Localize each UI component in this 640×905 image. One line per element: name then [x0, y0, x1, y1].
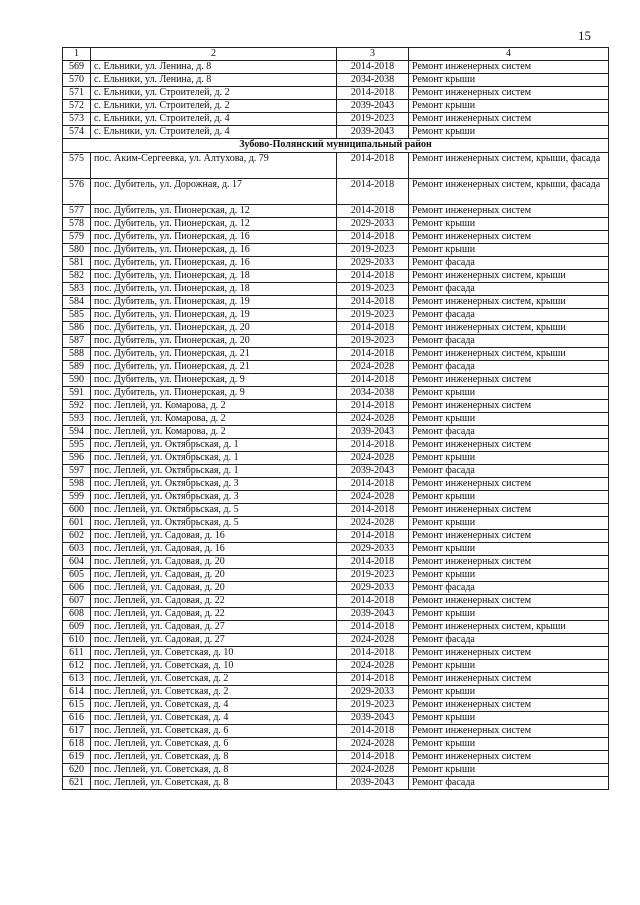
row-number: 607	[63, 595, 91, 608]
row-address: пос. Дубитель, ул. Пионерская, д. 9	[91, 387, 337, 400]
row-period: 2029-2033	[337, 543, 409, 556]
row-address: пос. Дубитель, ул. Пионерская, д. 20	[91, 335, 337, 348]
row-period: 2029-2033	[337, 257, 409, 270]
table-row	[63, 556, 609, 569]
row-work-type: Ремонт инженерных систем, крыши	[409, 621, 609, 634]
row-work-type: Ремонт инженерных систем	[409, 205, 609, 218]
row-work-type: Ремонт крыши	[409, 608, 609, 621]
row-number: 593	[63, 413, 91, 426]
table-row	[63, 100, 609, 113]
row-address: с. Ельники, ул. Строителей, д. 2	[91, 87, 337, 100]
table-row	[63, 725, 609, 738]
page-number: 15	[578, 28, 591, 43]
row-work-type: Ремонт крыши	[409, 569, 609, 582]
table-row	[63, 543, 609, 556]
row-work-type: Ремонт инженерных систем, крыши	[409, 348, 609, 361]
row-work-type: Ремонт фасада	[409, 582, 609, 595]
row-work-type: Ремонт фасада	[409, 426, 609, 439]
row-work-type: Ремонт крыши	[409, 517, 609, 530]
table-body-before	[63, 61, 609, 139]
row-period: 2014-2018	[337, 61, 409, 74]
row-period: 2014-2018	[337, 348, 409, 361]
row-period: 2039-2043	[337, 712, 409, 725]
column-header-4: 4	[409, 48, 609, 61]
row-period: 2014-2018	[337, 231, 409, 244]
row-number: 613	[63, 673, 91, 686]
row-number: 615	[63, 699, 91, 712]
row-period: 2019-2023	[337, 335, 409, 348]
table-row	[63, 673, 609, 686]
row-period: 2014-2018	[337, 205, 409, 218]
row-number: 586	[63, 322, 91, 335]
row-work-type: Ремонт крыши	[409, 100, 609, 113]
column-header-3: 3	[337, 48, 409, 61]
row-work-type: Ремонт инженерных систем, крыши, фасада	[409, 179, 609, 205]
row-work-type: Ремонт фасада	[409, 361, 609, 374]
row-address: пос. Леплей, ул. Комарова, д. 2	[91, 413, 337, 426]
table-header	[63, 48, 609, 61]
row-number: 601	[63, 517, 91, 530]
row-number: 603	[63, 543, 91, 556]
row-period: 2014-2018	[337, 179, 409, 205]
row-work-type: Ремонт инженерных систем	[409, 61, 609, 74]
row-number: 614	[63, 686, 91, 699]
row-period: 2014-2018	[337, 270, 409, 283]
table-row	[63, 296, 609, 309]
row-work-type: Ремонт крыши	[409, 126, 609, 139]
row-address: с. Ельники, ул. Строителей, д. 4	[91, 126, 337, 139]
row-number: 605	[63, 569, 91, 582]
row-address: пос. Дубитель, ул. Пионерская, д. 9	[91, 374, 337, 387]
row-address: пос. Леплей, ул. Советская, д. 8	[91, 777, 337, 790]
row-period: 2014-2018	[337, 751, 409, 764]
row-period: 2039-2043	[337, 126, 409, 139]
table-row	[63, 582, 609, 595]
row-work-type: Ремонт инженерных систем	[409, 673, 609, 686]
row-address: с. Ельники, ул. Строителей, д. 2	[91, 100, 337, 113]
row-period: 2014-2018	[337, 322, 409, 335]
row-period: 2024-2028	[337, 491, 409, 504]
row-number: 600	[63, 504, 91, 517]
table-row	[63, 647, 609, 660]
table-row	[63, 478, 609, 491]
row-work-type: Ремонт инженерных систем	[409, 647, 609, 660]
table-row	[63, 374, 609, 387]
row-number: 597	[63, 465, 91, 478]
row-number: 589	[63, 361, 91, 374]
table-row	[63, 738, 609, 751]
row-number: 582	[63, 270, 91, 283]
row-number: 617	[63, 725, 91, 738]
row-address: пос. Леплей, ул. Октябрьская, д. 3	[91, 491, 337, 504]
row-number: 588	[63, 348, 91, 361]
table-row	[63, 764, 609, 777]
row-work-type: Ремонт инженерных систем, крыши	[409, 270, 609, 283]
row-address: пос. Леплей, ул. Советская, д. 8	[91, 764, 337, 777]
row-work-type: Ремонт инженерных систем, крыши	[409, 322, 609, 335]
row-work-type: Ремонт фасада	[409, 777, 609, 790]
row-number: 584	[63, 296, 91, 309]
row-work-type: Ремонт фасада	[409, 309, 609, 322]
row-work-type: Ремонт крыши	[409, 74, 609, 87]
table-row	[63, 634, 609, 647]
row-address: пос. Дубитель, ул. Пионерская, д. 19	[91, 309, 337, 322]
row-address: пос. Дубитель, ул. Пионерская, д. 16	[91, 231, 337, 244]
table-row	[63, 309, 609, 322]
row-period: 2014-2018	[337, 530, 409, 543]
row-address: пос. Леплей, ул. Советская, д. 4	[91, 712, 337, 725]
table-row	[63, 270, 609, 283]
row-period: 2014-2018	[337, 400, 409, 413]
row-period: 2014-2018	[337, 87, 409, 100]
table-row	[63, 712, 609, 725]
column-header-1: 1	[63, 48, 91, 61]
row-work-type: Ремонт инженерных систем	[409, 725, 609, 738]
row-address: пос. Леплей, ул. Комарова, д. 2	[91, 400, 337, 413]
row-work-type: Ремонт инженерных систем	[409, 595, 609, 608]
row-work-type: Ремонт крыши	[409, 387, 609, 400]
table-row	[63, 87, 609, 100]
row-period: 2024-2028	[337, 764, 409, 777]
table-row	[63, 595, 609, 608]
table-row	[63, 400, 609, 413]
table-row	[63, 686, 609, 699]
row-work-type: Ремонт крыши	[409, 218, 609, 231]
row-work-type: Ремонт инженерных систем, крыши, фасада	[409, 153, 609, 179]
row-address: пос. Аким-Сергеевка, ул. Алтухова, д. 79	[91, 153, 337, 179]
table-row	[63, 504, 609, 517]
table-row	[63, 348, 609, 361]
row-address: пос. Дубитель, ул. Пионерская, д. 12	[91, 218, 337, 231]
row-address: пос. Леплей, ул. Октябрьская, д. 3	[91, 478, 337, 491]
row-number: 576	[63, 179, 91, 205]
row-address: пос. Леплей, ул. Советская, д. 2	[91, 673, 337, 686]
row-address: пос. Леплей, ул. Советская, д. 4	[91, 699, 337, 712]
row-number: 598	[63, 478, 91, 491]
table-row	[63, 153, 609, 179]
row-work-type: Ремонт инженерных систем	[409, 400, 609, 413]
section-row	[63, 139, 609, 153]
row-number: 620	[63, 764, 91, 777]
row-period: 2034-2038	[337, 387, 409, 400]
row-period: 2034-2038	[337, 74, 409, 87]
row-period: 2024-2028	[337, 413, 409, 426]
row-period: 2024-2028	[337, 361, 409, 374]
row-work-type: Ремонт инженерных систем, крыши	[409, 296, 609, 309]
row-work-type: Ремонт фасада	[409, 335, 609, 348]
column-header-2: 2	[91, 48, 337, 61]
row-period: 2029-2033	[337, 218, 409, 231]
table-row	[63, 699, 609, 712]
table-row	[63, 74, 609, 87]
table-row	[63, 218, 609, 231]
row-number: 621	[63, 777, 91, 790]
row-period: 2024-2028	[337, 634, 409, 647]
row-period: 2019-2023	[337, 244, 409, 257]
row-number: 608	[63, 608, 91, 621]
table-row	[63, 491, 609, 504]
row-number: 571	[63, 87, 91, 100]
row-work-type: Ремонт инженерных систем	[409, 231, 609, 244]
row-number: 572	[63, 100, 91, 113]
row-work-type: Ремонт крыши	[409, 738, 609, 751]
row-address: пос. Леплей, ул. Садовая, д. 20	[91, 556, 337, 569]
row-address: пос. Леплей, ул. Октябрьская, д. 1	[91, 465, 337, 478]
row-number: 595	[63, 439, 91, 452]
row-work-type: Ремонт крыши	[409, 660, 609, 673]
row-work-type: Ремонт инженерных систем	[409, 556, 609, 569]
row-period: 2024-2028	[337, 517, 409, 530]
row-address: пос. Дубитель, ул. Пионерская, д. 12	[91, 205, 337, 218]
row-address: пос. Леплей, ул. Комарова, д. 2	[91, 426, 337, 439]
table-row	[63, 530, 609, 543]
row-period: 2014-2018	[337, 647, 409, 660]
row-address: пос. Леплей, ул. Садовая, д. 16	[91, 543, 337, 556]
row-period: 2019-2023	[337, 699, 409, 712]
row-work-type: Ремонт крыши	[409, 686, 609, 699]
row-work-type: Ремонт инженерных систем	[409, 113, 609, 126]
row-period: 2039-2043	[337, 608, 409, 621]
table-row	[63, 465, 609, 478]
row-work-type: Ремонт крыши	[409, 491, 609, 504]
table-row	[63, 439, 609, 452]
row-number: 574	[63, 126, 91, 139]
row-number: 599	[63, 491, 91, 504]
row-work-type: Ремонт крыши	[409, 413, 609, 426]
table-row	[63, 387, 609, 400]
row-work-type: Ремонт крыши	[409, 543, 609, 556]
row-number: 578	[63, 218, 91, 231]
row-address: пос. Леплей, ул. Садовая, д. 27	[91, 621, 337, 634]
row-period: 2029-2033	[337, 686, 409, 699]
row-number: 590	[63, 374, 91, 387]
row-period: 2014-2018	[337, 621, 409, 634]
row-number: 577	[63, 205, 91, 218]
row-address: пос. Леплей, ул. Садовая, д. 22	[91, 595, 337, 608]
row-period: 2014-2018	[337, 478, 409, 491]
row-address: пос. Дубитель, ул. Пионерская, д. 16	[91, 244, 337, 257]
table-row	[63, 257, 609, 270]
row-address: пос. Леплей, ул. Октябрьская, д. 5	[91, 517, 337, 530]
row-number: 570	[63, 74, 91, 87]
capital-repair-table	[62, 47, 609, 790]
row-work-type: Ремонт крыши	[409, 244, 609, 257]
row-number: 609	[63, 621, 91, 634]
table-row	[63, 322, 609, 335]
row-address: пос. Дубитель, ул. Пионерская, д. 16	[91, 257, 337, 270]
row-work-type: Ремонт инженерных систем	[409, 478, 609, 491]
row-address: пос. Леплей, ул. Советская, д. 8	[91, 751, 337, 764]
row-number: 596	[63, 452, 91, 465]
table-row	[63, 751, 609, 764]
row-period: 2014-2018	[337, 725, 409, 738]
row-period: 2014-2018	[337, 374, 409, 387]
row-address: пос. Леплей, ул. Советская, д. 2	[91, 686, 337, 699]
row-number: 585	[63, 309, 91, 322]
row-work-type: Ремонт фасада	[409, 283, 609, 296]
row-address: пос. Леплей, ул. Октябрьская, д. 5	[91, 504, 337, 517]
row-number: 594	[63, 426, 91, 439]
table-row	[63, 61, 609, 74]
row-period: 2029-2033	[337, 582, 409, 595]
table-row	[63, 231, 609, 244]
row-period: 2014-2018	[337, 296, 409, 309]
row-work-type: Ремонт инженерных систем	[409, 751, 609, 764]
table-row	[63, 205, 609, 218]
row-period: 2024-2028	[337, 738, 409, 751]
row-work-type: Ремонт фасада	[409, 257, 609, 270]
row-work-type: Ремонт крыши	[409, 764, 609, 777]
table-row	[63, 660, 609, 673]
row-address: пос. Дубитель, ул. Пионерская, д. 19	[91, 296, 337, 309]
row-address: пос. Леплей, ул. Советская, д. 6	[91, 738, 337, 751]
row-number: 616	[63, 712, 91, 725]
table-row	[63, 621, 609, 634]
row-number: 618	[63, 738, 91, 751]
table-row	[63, 608, 609, 621]
row-period: 2039-2043	[337, 777, 409, 790]
row-period: 2019-2023	[337, 309, 409, 322]
row-period: 2014-2018	[337, 153, 409, 179]
row-address: пос. Дубитель, ул. Пионерская, д. 18	[91, 283, 337, 296]
row-address: пос. Леплей, ул. Садовая, д. 22	[91, 608, 337, 621]
row-address: пос. Дубитель, ул. Пионерская, д. 18	[91, 270, 337, 283]
table-row	[63, 413, 609, 426]
row-address: пос. Леплей, ул. Октябрьская, д. 1	[91, 452, 337, 465]
table-row	[63, 179, 609, 205]
table-row	[63, 569, 609, 582]
row-period: 2039-2043	[337, 426, 409, 439]
row-period: 2014-2018	[337, 504, 409, 517]
row-work-type: Ремонт инженерных систем	[409, 87, 609, 100]
section-body	[63, 139, 609, 153]
row-number: 604	[63, 556, 91, 569]
row-number: 581	[63, 257, 91, 270]
row-address: пос. Леплей, ул. Советская, д. 10	[91, 647, 337, 660]
row-address: с. Ельники, ул. Строителей, д. 4	[91, 113, 337, 126]
row-number: 573	[63, 113, 91, 126]
capital-repair-table-wrap	[62, 47, 608, 790]
row-address: пос. Леплей, ул. Советская, д. 10	[91, 660, 337, 673]
row-number: 610	[63, 634, 91, 647]
row-work-type: Ремонт инженерных систем	[409, 530, 609, 543]
row-address: с. Ельники, ул. Ленина, д. 8	[91, 74, 337, 87]
table-row	[63, 452, 609, 465]
row-period: 2019-2023	[337, 113, 409, 126]
row-period: 2039-2043	[337, 465, 409, 478]
row-address: пос. Леплей, ул. Садовая, д. 16	[91, 530, 337, 543]
row-work-type: Ремонт инженерных систем	[409, 504, 609, 517]
row-number: 579	[63, 231, 91, 244]
row-number: 606	[63, 582, 91, 595]
row-address: с. Ельники, ул. Ленина, д. 8	[91, 61, 337, 74]
table-row	[63, 113, 609, 126]
row-period: 2024-2028	[337, 660, 409, 673]
table-row	[63, 335, 609, 348]
row-period: 2039-2043	[337, 100, 409, 113]
row-period: 2014-2018	[337, 673, 409, 686]
row-number: 591	[63, 387, 91, 400]
row-work-type: Ремонт крыши	[409, 712, 609, 725]
table-body-after	[63, 153, 609, 790]
row-number: 569	[63, 61, 91, 74]
row-address: пос. Дубитель, ул. Пионерская, д. 20	[91, 322, 337, 335]
row-number: 619	[63, 751, 91, 764]
row-address: пос. Леплей, ул. Садовая, д. 20	[91, 582, 337, 595]
row-address: пос. Дубитель, ул. Пионерская, д. 21	[91, 361, 337, 374]
table-row	[63, 244, 609, 257]
row-address: пос. Леплей, ул. Советская, д. 6	[91, 725, 337, 738]
row-number: 575	[63, 153, 91, 179]
row-work-type: Ремонт инженерных систем	[409, 439, 609, 452]
row-address: пос. Леплей, ул. Садовая, д. 20	[91, 569, 337, 582]
table-row	[63, 283, 609, 296]
row-number: 611	[63, 647, 91, 660]
row-address: пос. Дубитель, ул. Дорожная, д. 17	[91, 179, 337, 205]
table-row	[63, 777, 609, 790]
row-number: 592	[63, 400, 91, 413]
table-row	[63, 517, 609, 530]
row-work-type: Ремонт крыши	[409, 452, 609, 465]
row-work-type: Ремонт инженерных систем	[409, 699, 609, 712]
table-row	[63, 126, 609, 139]
row-period: 2024-2028	[337, 452, 409, 465]
row-period: 2014-2018	[337, 439, 409, 452]
row-work-type: Ремонт фасада	[409, 634, 609, 647]
row-number: 580	[63, 244, 91, 257]
row-period: 2014-2018	[337, 556, 409, 569]
row-period: 2019-2023	[337, 569, 409, 582]
table-row	[63, 426, 609, 439]
row-number: 587	[63, 335, 91, 348]
row-address: пос. Леплей, ул. Садовая, д. 27	[91, 634, 337, 647]
row-address: пос. Дубитель, ул. Пионерская, д. 21	[91, 348, 337, 361]
row-period: 2019-2023	[337, 283, 409, 296]
row-period: 2014-2018	[337, 595, 409, 608]
row-address: пос. Леплей, ул. Октябрьская, д. 1	[91, 439, 337, 452]
table-row	[63, 361, 609, 374]
row-number: 612	[63, 660, 91, 673]
row-work-type: Ремонт фасада	[409, 465, 609, 478]
row-work-type: Ремонт инженерных систем	[409, 374, 609, 387]
row-number: 602	[63, 530, 91, 543]
section-title: Зубово-Полянский муниципальный район	[63, 139, 609, 153]
row-number: 583	[63, 283, 91, 296]
